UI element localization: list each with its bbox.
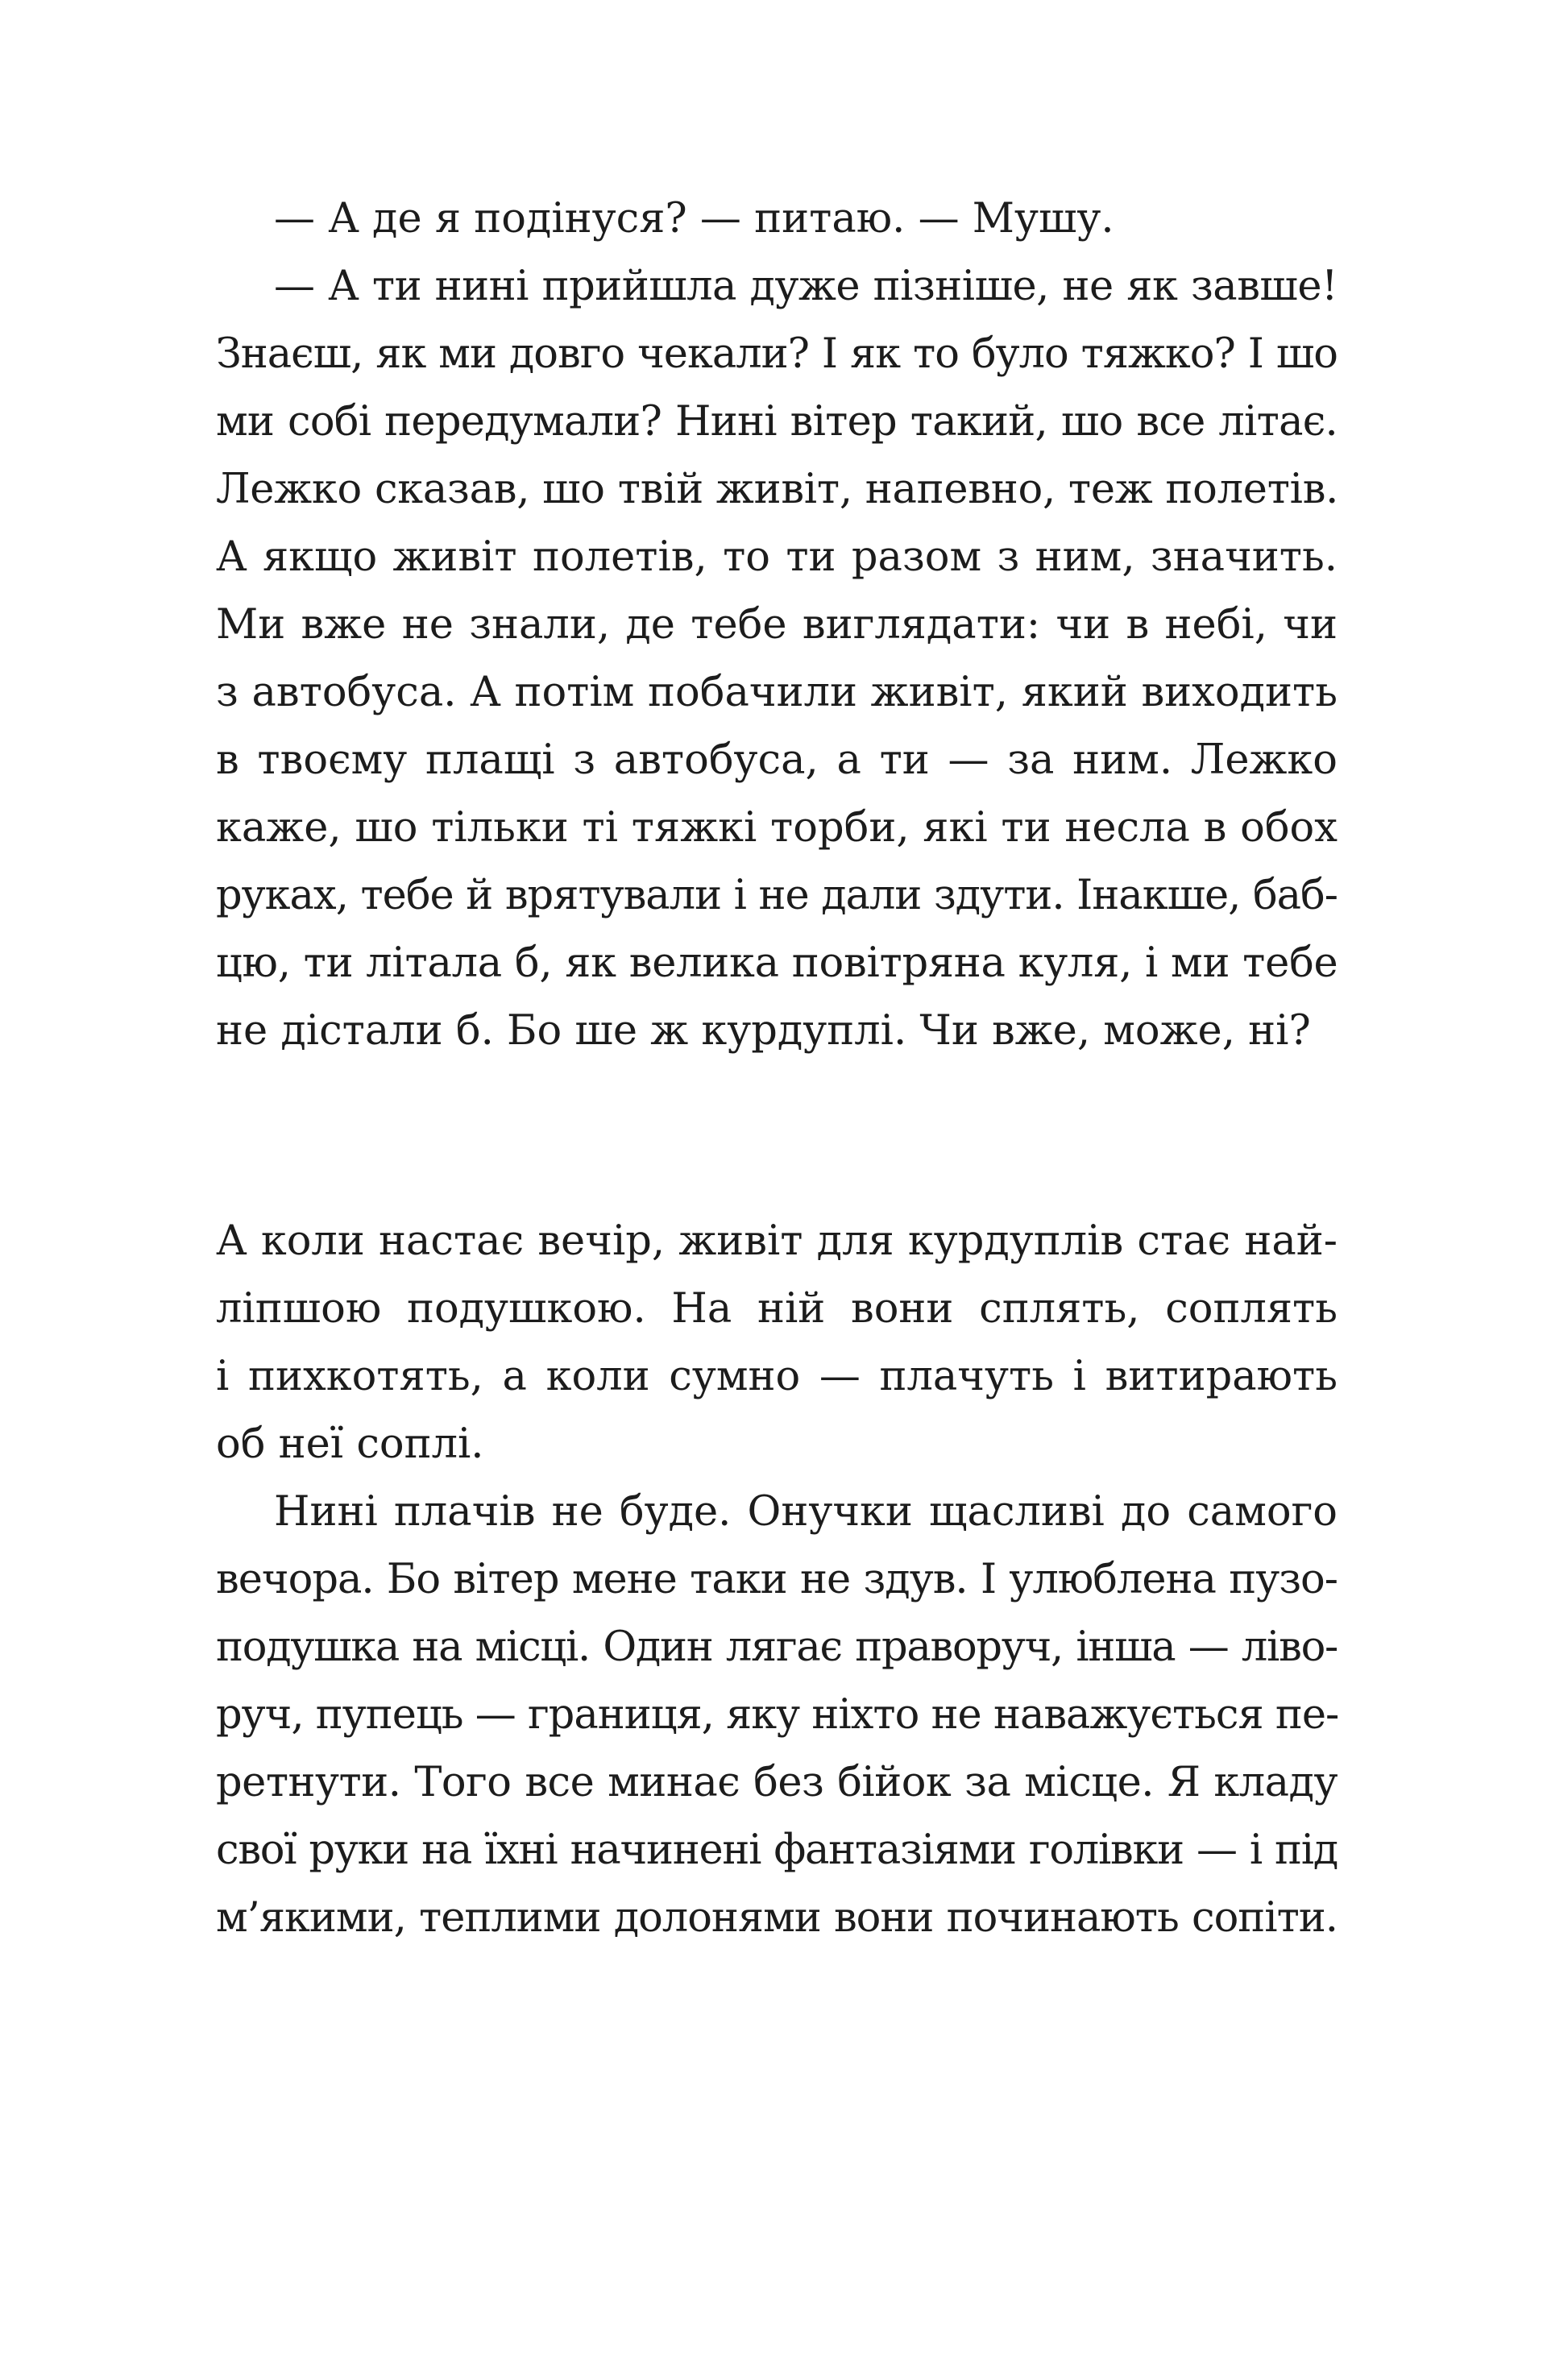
text-line: подушка на місці. Один лягає праворуч, інша — ліво- bbox=[216, 1623, 1338, 1671]
text-line: А коли настає вечір, живіт для курдуплів стає най- bbox=[216, 1217, 1338, 1265]
text-line: в твоєму плащі з автобуса, а ти — за ним. Лежко bbox=[216, 736, 1338, 784]
text-line: — А ти нині прийшла дуже пізніше, не як завше! bbox=[274, 263, 1338, 310]
text-line: об неї соплі. bbox=[216, 1420, 484, 1468]
text-line: руч, пупець — границя, яку ніхто не наважується пе- bbox=[216, 1691, 1339, 1739]
text-line: ретнути. Того все минає без бійок за місце. Я кладу bbox=[216, 1759, 1338, 1806]
dialogue-section bbox=[216, 185, 1338, 1065]
text-line: і пихкотять, а коли сумно — плачуть і витирають bbox=[216, 1353, 1338, 1400]
text-line: — А де я подінуся? — питаю. — Мушу. bbox=[274, 195, 1114, 243]
text-line: ліпшою подушкою. На ній вони сплять, соплять bbox=[216, 1285, 1338, 1333]
text-line: з автобуса. А потім побачили живіт, який виходить bbox=[216, 669, 1338, 716]
text-line: вечора. Бо вітер мене таки не здув. І улюблена пузо- bbox=[216, 1556, 1338, 1603]
text-line: Знаєш, як ми довго чекали? І як то було тяжко? І шо bbox=[216, 330, 1338, 378]
text-line: ми собі передумали? Нині вітер такий, шо все літає. bbox=[216, 398, 1338, 446]
text-line: м’якими, теплими долонями вони починають сопіти. bbox=[216, 1894, 1338, 1942]
text-line: А якщо живіт полетів, то ти разом з ним, значить. bbox=[216, 533, 1338, 581]
text-line: руках, тебе й врятували і не дали здути. Інакше, баб- bbox=[216, 872, 1338, 919]
text-line: каже, шо тільки ті тяжкі торби, які ти несла в обох bbox=[216, 804, 1338, 852]
text-line: Нині плачів не буде. Онучки щасливі до самого bbox=[274, 1488, 1338, 1536]
text-line: Ми вже не знали, де тебе виглядати: чи в небі, чи bbox=[216, 601, 1338, 649]
text-line: свої руки на їхні начинені фантазіями голівки — і під bbox=[216, 1826, 1338, 1874]
text-line: не дістали б. Бо ше ж курдуплі. Чи вже, може, ні? bbox=[216, 1007, 1311, 1055]
text-line: цю, ти літала б, як велика повітряна куля, і ми тебе bbox=[216, 939, 1338, 987]
text-line: Лежко сказав, шо твій живіт, напевно, теж полетів. bbox=[216, 466, 1339, 513]
narrative-section bbox=[216, 1208, 1338, 1952]
